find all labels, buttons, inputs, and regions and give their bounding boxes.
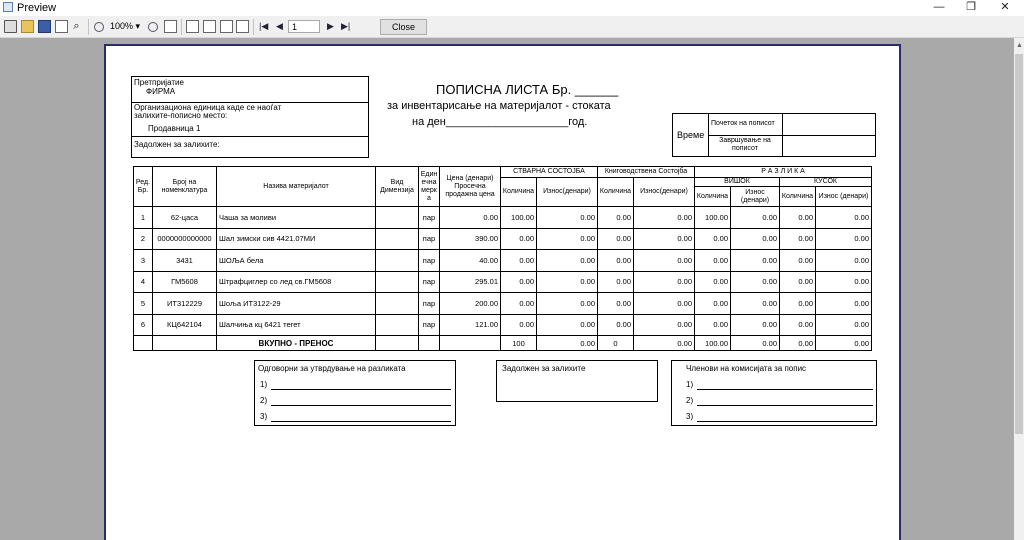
cell-unit: пар xyxy=(419,250,440,272)
org-unit-label-2: залихите-пописно место: xyxy=(134,111,228,120)
commission-line-1: 1) xyxy=(686,380,694,389)
time-label: Време xyxy=(677,130,705,140)
commission-line-2: 2) xyxy=(686,396,694,405)
cell-kq: 0.00 xyxy=(780,250,816,272)
scroll-thumb[interactable] xyxy=(1015,54,1023,434)
header-actual-amount: Износ(денари) xyxy=(537,178,598,207)
company-name: ФИРМА xyxy=(146,87,176,96)
minimize-button[interactable]: — xyxy=(933,1,945,13)
cell-ba: 0.00 xyxy=(634,314,695,336)
total-shortage-qty: 0.00 xyxy=(780,336,816,351)
fit-page-icon[interactable] xyxy=(164,20,177,33)
cell-kq: 0.00 xyxy=(780,314,816,336)
cell-price: 0.00 xyxy=(440,207,501,229)
cell-price: 121.00 xyxy=(440,314,501,336)
cell-rb: 5 xyxy=(134,293,153,315)
company-label: Претпријатие xyxy=(134,78,184,87)
signature-line xyxy=(271,389,451,390)
total-surplus-qty: 100.00 xyxy=(695,336,731,351)
zoom-value: 100% xyxy=(110,21,134,31)
total-row xyxy=(134,336,872,351)
cell-kind xyxy=(376,207,419,229)
cell-sa: 0.00 xyxy=(731,228,780,250)
signature-line xyxy=(697,405,873,406)
header-shortage: КУСОК xyxy=(780,178,872,187)
cell-bq: 0.00 xyxy=(598,207,634,229)
cell-sq: 0.00 xyxy=(695,250,731,272)
cell-kind xyxy=(376,250,419,272)
close-window-button[interactable]: ✕ xyxy=(1000,1,1010,13)
cell-name: Шалчиња кц 6421 тегет xyxy=(217,314,376,336)
cell-aa: 0.00 xyxy=(537,271,598,293)
table-row xyxy=(134,228,872,250)
cell-aa: 0.00 xyxy=(537,250,598,272)
cell-name: Шоља ИТ3122-29 xyxy=(217,293,376,315)
first-page-button[interactable]: |◀ xyxy=(259,21,269,31)
table-row xyxy=(134,314,872,336)
header-surplus-amount: Износ (денари) xyxy=(731,187,780,207)
cell-ka: 0.00 xyxy=(816,271,872,293)
cell-kind xyxy=(376,293,419,315)
cell-kq: 0.00 xyxy=(780,293,816,315)
window-title: Preview xyxy=(17,2,57,14)
table-row xyxy=(134,207,872,229)
save-icon[interactable] xyxy=(38,20,51,33)
cell-kq: 0.00 xyxy=(780,271,816,293)
header-name: Назива материјалот xyxy=(217,167,376,207)
toolbar-separator xyxy=(181,19,182,35)
cell-ka: 0.00 xyxy=(816,250,872,272)
cell-aa: 0.00 xyxy=(537,228,598,250)
responsible-label: Одговорни за утврдување на разликата xyxy=(258,364,406,373)
signature-line xyxy=(271,405,451,406)
cell-bq: 0.00 xyxy=(598,293,634,315)
start-label: Почеток на пописот xyxy=(711,120,775,127)
cell-sq: 0.00 xyxy=(695,271,731,293)
print-icon[interactable] xyxy=(4,20,17,33)
open-icon[interactable] xyxy=(21,20,34,33)
total-actual-qty: 100 xyxy=(501,336,537,351)
cell-rb: 2 xyxy=(134,228,153,250)
report-date-line: на ден____________________год. xyxy=(412,116,588,128)
table-row xyxy=(134,250,872,272)
cell-aq: 0.00 xyxy=(501,314,537,336)
responsible-line-3: 3) xyxy=(260,412,268,421)
cell-rb: 3 xyxy=(134,250,153,272)
cell-rb: 4 xyxy=(134,271,153,293)
cell-sa: 0.00 xyxy=(731,250,780,272)
header-shortage-qty: Количина xyxy=(780,187,816,207)
responsible-line-1: 1) xyxy=(260,380,268,389)
header-price: Цена (денари) Просечна продажна цена xyxy=(440,167,501,207)
signature-line xyxy=(697,389,873,390)
header-diff: Р А З Л И К А xyxy=(695,167,872,178)
cell-sa: 0.00 xyxy=(731,271,780,293)
cell-sq: 0.00 xyxy=(695,228,731,250)
multi-page-icon[interactable] xyxy=(220,20,233,33)
cell-name: Чаша за моливи xyxy=(217,207,376,229)
cell-aa: 0.00 xyxy=(537,293,598,315)
cell-rb: 6 xyxy=(134,314,153,336)
cell-aq: 0.00 xyxy=(501,228,537,250)
footer-in-charge-label: Задолжен за залихите xyxy=(502,364,586,373)
cell-aq: 0.00 xyxy=(501,250,537,272)
cell-aa: 0.00 xyxy=(537,207,598,229)
toolbar-separator xyxy=(88,19,89,35)
cell-code: 0000000000000 xyxy=(153,228,217,250)
commission-line-3: 3) xyxy=(686,412,694,421)
zoom-in-icon[interactable] xyxy=(94,22,104,32)
total-book-amount: 0.00 xyxy=(634,336,695,351)
header-actual: СТВАРНА СОСТОЈБА xyxy=(501,167,598,178)
vertical-scrollbar[interactable] xyxy=(1014,38,1024,540)
report-page xyxy=(104,44,901,540)
next-page-button[interactable]: ▶ xyxy=(327,21,334,31)
preview-area[interactable] xyxy=(0,38,1014,540)
report-subtitle: за инвентарисање на материјалот - стоката xyxy=(387,100,611,112)
cell-sa: 0.00 xyxy=(731,207,780,229)
cell-ba: 0.00 xyxy=(634,293,695,315)
divider xyxy=(131,136,369,137)
cell-sq: 100.00 xyxy=(695,207,731,229)
responsible-line-2: 2) xyxy=(260,396,268,405)
cell-sq: 0.00 xyxy=(695,314,731,336)
cell-ba: 0.00 xyxy=(634,250,695,272)
close-button[interactable]: Close xyxy=(380,19,427,35)
cell-kind xyxy=(376,314,419,336)
header-surplus: ВИШОК xyxy=(695,178,780,187)
signature-line xyxy=(271,421,451,422)
zoom-select[interactable]: 100% ▾ xyxy=(110,21,141,31)
cell-price: 390.00 xyxy=(440,228,501,250)
in-charge-label: Задолжен за залихите: xyxy=(134,140,220,149)
cell-ka: 0.00 xyxy=(816,228,872,250)
cell-bq: 0.00 xyxy=(598,250,634,272)
cell-aq: 100.00 xyxy=(501,207,537,229)
cell-kind xyxy=(376,271,419,293)
total-book-qty: 0 xyxy=(598,336,634,351)
preview-toolbar xyxy=(0,16,1024,38)
total-shortage-amount: 0.00 xyxy=(816,336,872,351)
app-icon xyxy=(3,2,13,12)
cell-price: 295.01 xyxy=(440,271,501,293)
cell-sq: 0.00 xyxy=(695,293,731,315)
cell-name: Штрафциглер со лед св.ГМ5608 xyxy=(217,271,376,293)
header-actual-qty: Количина xyxy=(501,178,537,207)
end-label: Завршување на пописот xyxy=(719,137,771,152)
cell-unit: пар xyxy=(419,207,440,229)
cell-bq: 0.00 xyxy=(598,271,634,293)
one-page-icon[interactable] xyxy=(186,20,199,33)
total-label: ВКУПНО - ПРЕНОС xyxy=(217,336,376,351)
org-unit-label-1: Организациона единица каде се наоѓат xyxy=(134,103,282,112)
toolbar-separator xyxy=(253,19,254,35)
header-book-qty: Количина xyxy=(598,178,634,207)
page-number-input[interactable]: 1 xyxy=(288,20,320,33)
cell-bq: 0.00 xyxy=(598,228,634,250)
cell-sa: 0.00 xyxy=(731,314,780,336)
cell-aq: 0.00 xyxy=(501,293,537,315)
find-icon[interactable]: ⌕ xyxy=(73,20,80,32)
signature-line xyxy=(697,421,873,422)
cell-sa: 0.00 xyxy=(731,293,780,315)
restore-button[interactable]: ❐ xyxy=(966,1,976,13)
table-row xyxy=(134,271,872,293)
report-title: ПОПИСНА ЛИСТА Бр. ______ xyxy=(436,82,619,97)
cell-unit: пар xyxy=(419,228,440,250)
last-page-button[interactable]: ▶| xyxy=(341,21,351,31)
org-unit-value: Продавница 1 xyxy=(148,124,201,133)
edit-icon[interactable] xyxy=(236,20,249,33)
total-actual-amount: 0.00 xyxy=(537,336,598,351)
cell-kq: 0.00 xyxy=(780,207,816,229)
zoom-out-icon[interactable] xyxy=(148,22,158,32)
cell-code: 3431 xyxy=(153,250,217,272)
cell-unit: пар xyxy=(419,314,440,336)
divider xyxy=(708,135,876,136)
header-code: Број на номенклатура xyxy=(153,167,217,207)
cell-code: КЦ642104 xyxy=(153,314,217,336)
commission-label: Членови на комисијата за попис xyxy=(686,364,807,373)
cell-ba: 0.00 xyxy=(634,271,695,293)
cell-kq: 0.00 xyxy=(780,228,816,250)
total-surplus-amount: 0.00 xyxy=(731,336,780,351)
inventory-table xyxy=(133,166,872,351)
cell-code: ИТ312229 xyxy=(153,293,217,315)
cell-name: ШОЉА бела xyxy=(217,250,376,272)
prev-page-button[interactable]: ◀ xyxy=(276,21,283,31)
cell-unit: пар xyxy=(419,271,440,293)
header-book: Книговодствена Состојба xyxy=(598,167,695,178)
header-unit: Един ечна мерк а xyxy=(419,167,440,207)
cell-ka: 0.00 xyxy=(816,314,872,336)
page-setup-icon[interactable] xyxy=(55,20,68,33)
header-book-amount: Износ(денари) xyxy=(634,178,695,207)
cell-kind xyxy=(376,228,419,250)
cell-ka: 0.00 xyxy=(816,293,872,315)
cell-unit: пар xyxy=(419,293,440,315)
two-pages-icon[interactable] xyxy=(203,20,216,33)
cell-ba: 0.00 xyxy=(634,228,695,250)
table-row xyxy=(134,293,872,315)
cell-name: Шал зимски сив 4421.07МИ xyxy=(217,228,376,250)
cell-price: 40.00 xyxy=(440,250,501,272)
header-kind: Вид Димензија xyxy=(376,167,419,207)
cell-price: 200.00 xyxy=(440,293,501,315)
cell-aq: 0.00 xyxy=(501,271,537,293)
cell-code: ГМ5608 xyxy=(153,271,217,293)
header-surplus-qty: Количина xyxy=(695,187,731,207)
cell-aa: 0.00 xyxy=(537,314,598,336)
cell-bq: 0.00 xyxy=(598,314,634,336)
window-titlebar xyxy=(0,0,1024,16)
header-shortage-amount: Износ (денари) xyxy=(816,187,872,207)
cell-ba: 0.00 xyxy=(634,207,695,229)
header-rb: Ред. Бр. xyxy=(134,167,153,207)
cell-code: 62-цаса xyxy=(153,207,217,229)
scroll-up-icon[interactable]: ▲ xyxy=(1016,42,1023,49)
cell-ka: 0.00 xyxy=(816,207,872,229)
cell-rb: 1 xyxy=(134,207,153,229)
